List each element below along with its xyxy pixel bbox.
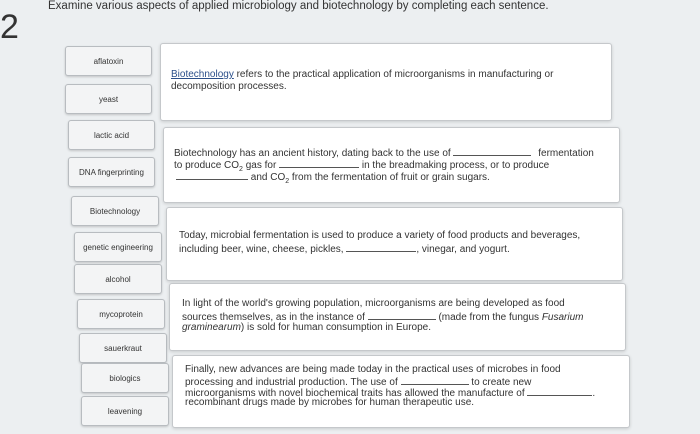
drop-blank[interactable]	[346, 242, 416, 252]
drop-blank[interactable]	[401, 375, 469, 385]
sentence-text: processing and industrial production. The use of	[185, 377, 398, 388]
sentence-text: fermentation	[538, 148, 594, 159]
sentence-text: recombinant drugs made by microbes for human therapeutic use.	[185, 397, 475, 408]
tile-biologics[interactable]: biologics	[81, 363, 169, 393]
sentence-box-3	[166, 207, 623, 281]
drop-blank[interactable]	[176, 170, 248, 180]
drop-blank[interactable]	[527, 386, 592, 396]
question-number: 2	[0, 8, 19, 46]
tile-leavening[interactable]: leavening	[81, 396, 169, 426]
sentence-text: microorganisms with novel biochemical traits has allowed the manufacture of	[185, 388, 525, 399]
tile-lactic-acid[interactable]: lactic acid	[68, 120, 155, 150]
sentence-box-5: Finally, new advances are being made today in the practical uses of microbes in food processing and industrial production. The use of to create new microorganisms with novel biochemical traits has allowed the manufacture of . recombinant drugs made by microbes for human therapeutic use.	[172, 355, 630, 428]
tile-yeast[interactable]: yeast	[65, 84, 152, 114]
sentence-text: Finally, new advances are being made today in the practical uses of microbes in food	[185, 364, 561, 375]
sentence-text: to produce CO	[174, 160, 240, 171]
sentence-text: including beer, wine, cheese, pickles,	[179, 244, 344, 255]
tile-aflatoxin[interactable]: aflatoxin	[65, 46, 152, 76]
sentence-text: (made from the fungus	[438, 312, 542, 323]
sentence-box-4	[169, 283, 626, 351]
filled-term[interactable]: Biotechnology	[171, 69, 234, 80]
drop-blank[interactable]	[368, 310, 436, 320]
sentence-text: In light of the world's growing population, microorganisms are being developed as food	[182, 298, 565, 309]
tile-mycoprotein[interactable]: mycoprotein	[77, 299, 165, 329]
sentence-text: , vinegar, and yogurt.	[416, 244, 510, 255]
sentence-box-2: Biotechnology has an ancient history, dating back to the use of fermentation to produce $CO_2$ gas for in the breadmaking process, or to produce and $CO_2$ from the fermentation of fruit or grain sugars.	[163, 127, 620, 203]
question-prompt: Examine various aspects of applied microbiology and biotechnology by completing each sentence.	[48, 0, 549, 12]
sentence-text: gas for	[242, 160, 277, 171]
sentence-box-1	[160, 43, 612, 121]
sentence-text: from the fermentation of fruit or grain sugars.	[289, 172, 490, 183]
tile-biotechnology[interactable]: Biotechnology	[71, 196, 159, 226]
sentence-text: in the breadmaking process, or to produce	[361, 160, 550, 171]
drop-blank[interactable]	[453, 146, 531, 156]
sentence-text: Today, microbial fermentation is used to produce a variety of food products and beverages,	[179, 230, 581, 241]
tile-dna-fingerprinting[interactable]: DNA fingerprinting	[68, 157, 155, 187]
sentence-text: Biotechnology has an ancient history, dating back to the use of	[174, 148, 451, 159]
drop-blank[interactable]	[279, 158, 359, 168]
sentence-text: to create new	[471, 377, 532, 388]
sentence-text: ) is sold for human consumption in Europe.	[240, 322, 432, 333]
sentence-text: Fusarium	[541, 312, 584, 323]
sentence-text: sources themselves, as in the instance of	[182, 312, 365, 323]
sentence-text: graminearum	[182, 322, 241, 333]
sentence-text: refers to the practical application of microorganisms in manufacturing or	[233, 69, 554, 80]
sentence-text: and CO	[250, 172, 286, 183]
sentence-text: decomposition processes.	[171, 81, 287, 92]
tile-sauerkraut[interactable]: sauerkraut	[79, 333, 167, 363]
tile-alcohol[interactable]: alcohol	[74, 264, 162, 294]
tile-genetic-engineering[interactable]: genetic engineering	[74, 232, 162, 262]
